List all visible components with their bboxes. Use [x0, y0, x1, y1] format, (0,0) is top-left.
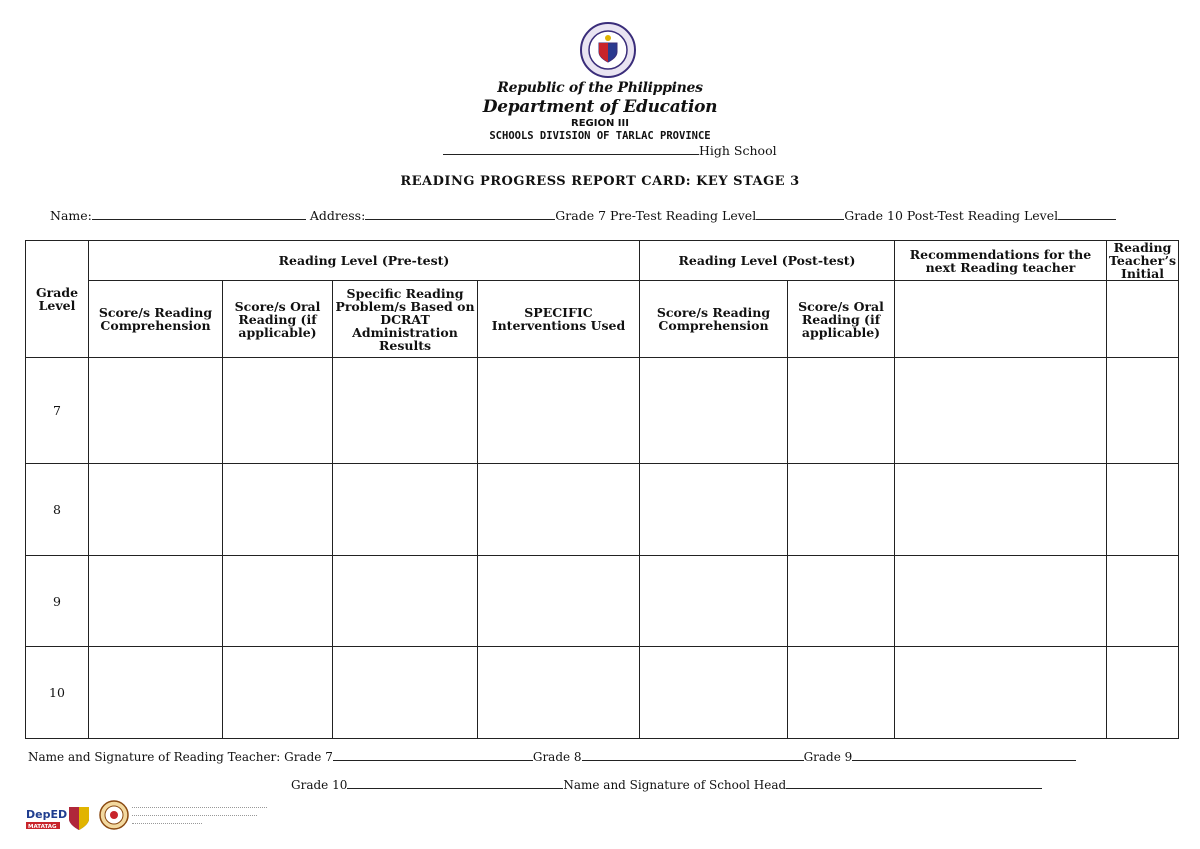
bagong-pilipinas-logo-icon: [66, 803, 92, 833]
table-cell[interactable]: [89, 464, 223, 556]
grade8-label: Grade 8: [532, 750, 582, 764]
table-cell[interactable]: [223, 647, 333, 739]
table-cell[interactable]: [640, 647, 788, 739]
table-cell[interactable]: [89, 647, 223, 739]
table-cell[interactable]: [640, 556, 788, 647]
table-cell[interactable]: [1107, 358, 1179, 464]
table-cell[interactable]: [895, 358, 1107, 464]
table-cell[interactable]: [1107, 647, 1179, 739]
school-suffix: High School: [699, 143, 777, 158]
grade9-signature-field[interactable]: [852, 748, 1076, 761]
table-cell[interactable]: [640, 464, 788, 556]
deped-matatag-logo-icon: [25, 804, 68, 834]
school-name-line: [443, 142, 783, 158]
name-label: Name:: [50, 208, 92, 223]
grade-cell: 9: [26, 556, 89, 647]
region-heading: REGION III: [571, 118, 629, 129]
grade9-label: Grade 9: [803, 750, 853, 764]
table-cell[interactable]: [788, 647, 895, 739]
table-cell[interactable]: [1107, 464, 1179, 556]
table-cell[interactable]: [333, 358, 478, 464]
table-cell[interactable]: [478, 556, 640, 647]
post-oral-header: Score/s Oral Reading (if applicable): [788, 281, 895, 358]
pre-problems-header: Specific Reading Problem/s Based on DCRAT Administration Results: [333, 281, 478, 358]
table-cell[interactable]: [478, 358, 640, 464]
pretest-label: Grade 7 Pre-Test Reading Level: [555, 208, 757, 223]
school-head-label: Name and Signature of School Head: [563, 778, 787, 792]
grade-cell: 8: [26, 464, 89, 556]
table-cell[interactable]: [788, 556, 895, 647]
progress-table: [25, 240, 1179, 739]
head-signature-row: [291, 776, 1091, 792]
student-info-row: [50, 207, 1160, 223]
table-cell[interactable]: [478, 647, 640, 739]
table-cell[interactable]: [89, 358, 223, 464]
table-cell[interactable]: [333, 647, 478, 739]
grade10-label: Grade 10: [291, 778, 348, 792]
table-cell[interactable]: [895, 647, 1107, 739]
pre-comprehension-header: Score/s Reading Comprehension: [89, 281, 223, 358]
table-row: [26, 647, 1179, 739]
table-cell[interactable]: [223, 464, 333, 556]
grade-level-header: Grade Level: [26, 241, 89, 358]
school-name-blank[interactable]: [443, 142, 699, 155]
svg-text:DepED: DepED: [26, 808, 68, 821]
grade8-signature-field[interactable]: [582, 748, 804, 761]
school-head-signature-field[interactable]: [786, 776, 1042, 789]
department-heading: Department of Education: [482, 97, 718, 117]
footer-contact-text: [132, 803, 267, 824]
posttest-header: Reading Level (Post-test): [640, 241, 895, 281]
division-heading: SCHOOLS DIVISION OF TARLAC PROVINCE: [489, 130, 711, 142]
page-title: READING PROGRESS REPORT CARD: KEY STAGE 3: [400, 174, 800, 189]
table-cell[interactable]: [895, 464, 1107, 556]
table-cell[interactable]: [223, 556, 333, 647]
name-field[interactable]: [92, 207, 306, 220]
grade-cell: 10: [26, 647, 89, 739]
republic-heading: Republic of the Philippines: [497, 80, 703, 96]
table-cell[interactable]: [478, 464, 640, 556]
address-label: Address:: [309, 208, 366, 223]
table-cell[interactable]: [895, 556, 1107, 647]
posttest-field[interactable]: [1058, 207, 1116, 220]
deped-seal-icon: [580, 22, 636, 78]
pretest-field[interactable]: [756, 207, 844, 220]
grade-cell: 7: [26, 358, 89, 464]
teacher-signature-label: Name and Signature of Reading Teacher: Grade 7: [28, 750, 333, 764]
pre-interventions-header: SPECIFIC Interventions Used: [478, 281, 640, 358]
posttest-label: Grade 10 Post-Test Reading Level: [844, 208, 1059, 223]
table-cell[interactable]: [89, 556, 223, 647]
teacher-signature-row: [28, 748, 1178, 764]
table-row: [26, 464, 1179, 556]
pre-oral-header: Score/s Oral Reading (if applicable): [223, 281, 333, 358]
post-comprehension-header: Score/s Reading Comprehension: [640, 281, 788, 358]
table-cell[interactable]: [333, 464, 478, 556]
division-seal-icon: [99, 800, 129, 830]
pretest-header: Reading Level (Pre-test): [89, 241, 640, 281]
address-field[interactable]: [365, 207, 555, 220]
table-row: [26, 556, 1179, 647]
recommendations-subcell[interactable]: [895, 281, 1107, 358]
table-cell[interactable]: [223, 358, 333, 464]
recommendations-header: Recommendations for the next Reading teacher: [895, 241, 1107, 281]
table-cell[interactable]: [788, 464, 895, 556]
initial-header: Reading Teacher’s Initial: [1107, 241, 1179, 281]
table-cell[interactable]: [788, 358, 895, 464]
table-cell[interactable]: [333, 556, 478, 647]
initial-subcell[interactable]: [1107, 281, 1179, 358]
table-row: [26, 358, 1179, 464]
table-cell[interactable]: [640, 358, 788, 464]
grade10-signature-field[interactable]: [347, 776, 563, 789]
grade7-signature-field[interactable]: [333, 748, 533, 761]
svg-text:MATATAG: MATATAG: [28, 824, 57, 830]
table-cell[interactable]: [1107, 556, 1179, 647]
